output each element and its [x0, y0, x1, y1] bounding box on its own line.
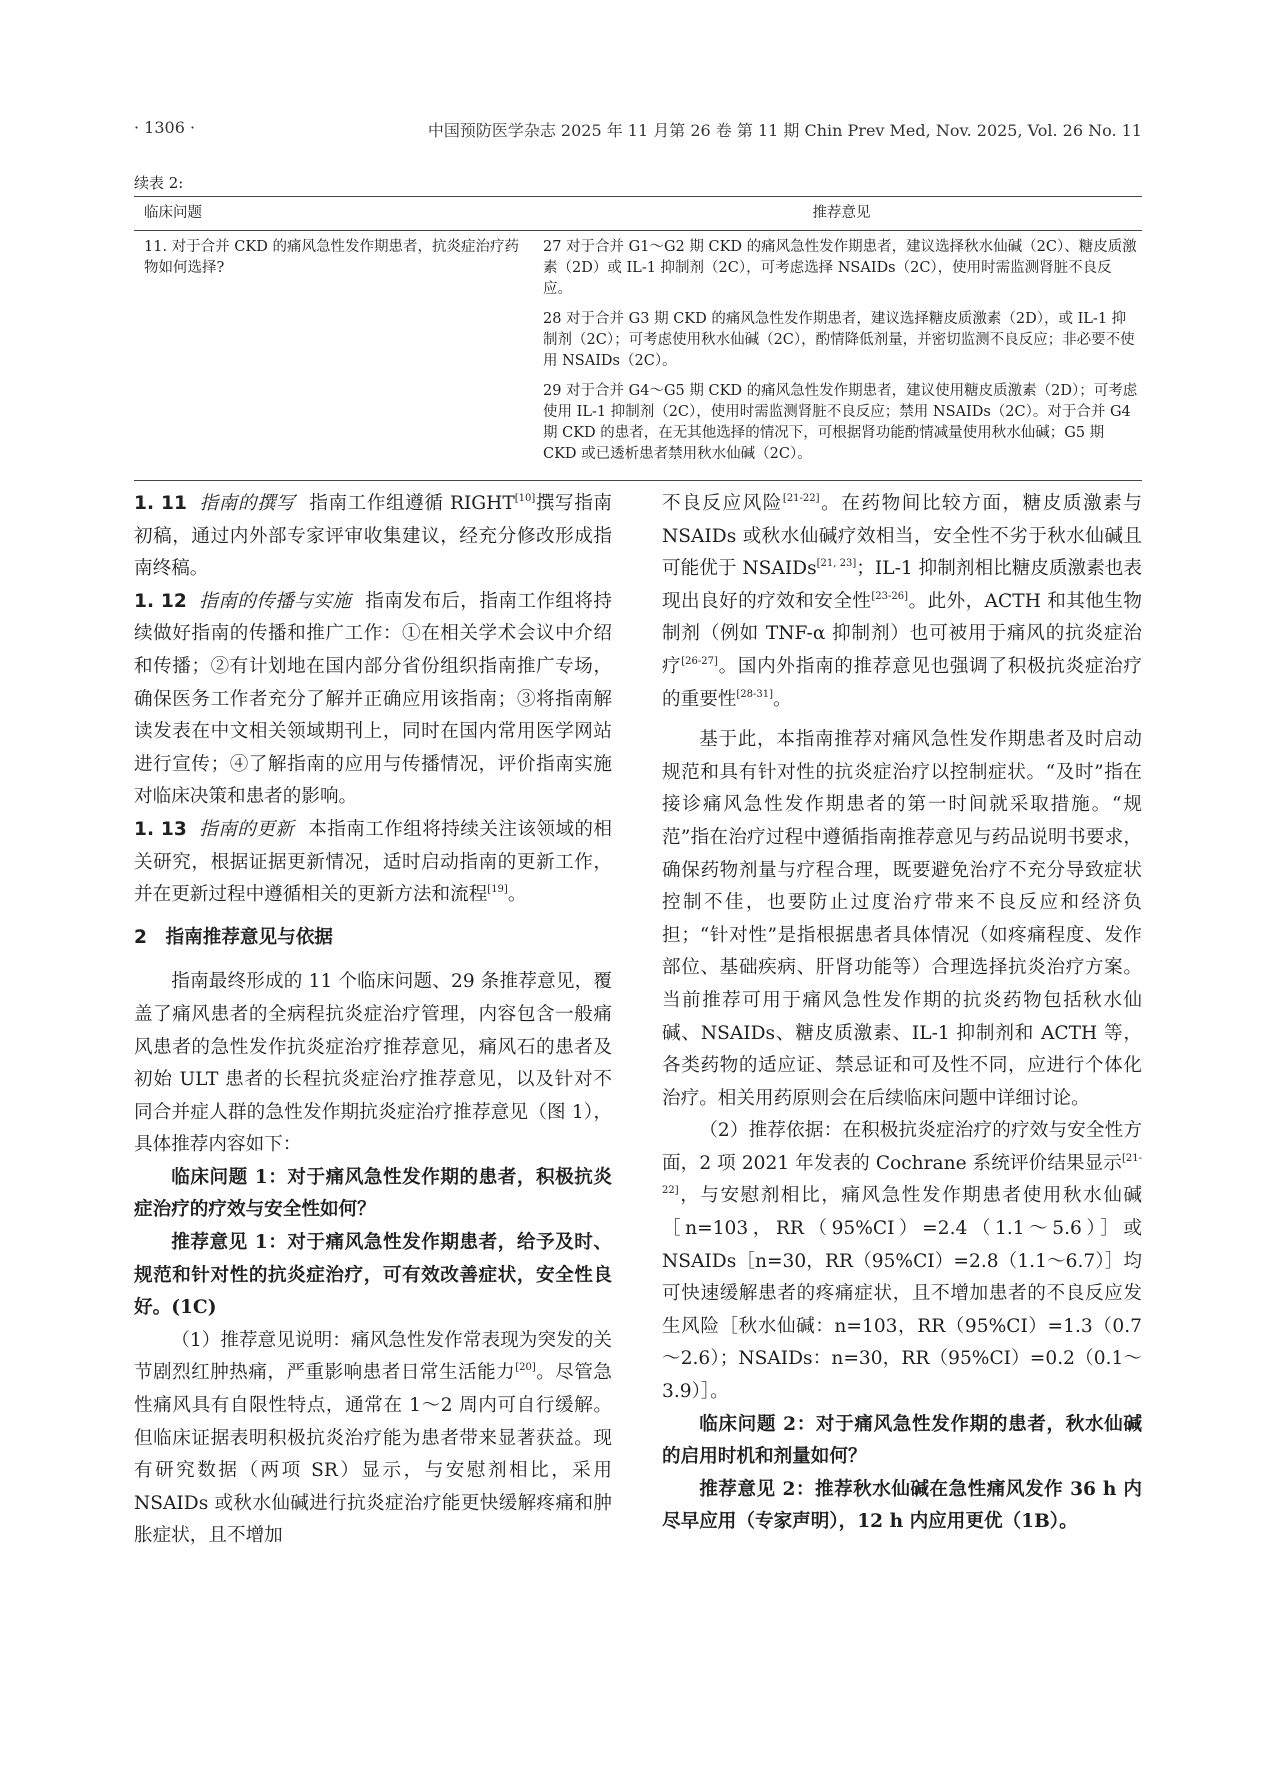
table-row [134, 231, 1142, 481]
right-column [662, 488, 1142, 1539]
column-header-question: 临床问题 [134, 197, 533, 231]
body-text: 不良反应风险 [662, 493, 783, 514]
citation-ref: [10] [514, 493, 536, 504]
section-2-heading: 2 指南推荐意见与依据 [134, 926, 333, 948]
section-number: 1. 12 [134, 590, 187, 612]
table-continuation-label: 续表 2: [134, 174, 184, 192]
section-title: 指南的更新 [198, 818, 295, 840]
section-text: 指南发布后，指南工作组将持续做好指南的传播和推广工作：①在相关学术会议中介绍和传播；②有计划地在国内部分省份组织指南推广专场，确保医务工作者充分了解并正确应用该指南；③将指南解读发表在中文相关领域期刊上，同时在国内常用医学网站进行宣传；④了解指南的应用与传播情况，评价指南实施对临床决策和患者的影响。 [134, 590, 612, 808]
spacer [662, 716, 1142, 724]
section-1-11 [134, 488, 612, 586]
recommendation-basis [662, 1115, 1142, 1408]
body-paragraph: 指南最终形成的 11 个临床问题、29 条推荐意见，覆盖了痛风患者的全病程抗炎症治疗管理，内容包含一般痛风患者的急性发作抗炎症治疗推荐意见，痛风石的患者及初始 ULT 患者的长程抗炎症治疗推荐意见，以及针对不同合并症人群的急性发作期抗炎症治疗推荐意见（图 1），具体推荐内容如下： [134, 971, 612, 1156]
section-number: 1. 11 [134, 493, 187, 514]
section-1-13 [134, 814, 612, 912]
table-cell-question: 11. 对于合并 CKD 的痛风急性发作期患者，抗炎症治疗药物如何选择? [134, 231, 533, 481]
recommendation-table [134, 196, 1142, 481]
section-1-12 [134, 586, 612, 814]
clinical-question-2: 临床问题 2：对于痛风急性发作期的患者，秋水仙碱的启用时机和剂量如何？ [662, 1413, 1142, 1468]
citation-ref: [28-31] [736, 688, 774, 700]
citation-ref: [21-22] [662, 1152, 1142, 1197]
left-column [134, 488, 612, 1553]
table-header-row [134, 197, 1142, 231]
body-text: 。尽管急性痛风具有自限性特点，通常在 1～2 周内可自行缓解。但临床证据表明积极抗炎治疗能为患者带来显著获益。现有研究数据（两项 SR）显示，与安慰剂相比，采用 NSAIDs 或秋水仙碱进行抗炎症治疗能更快缓解疼痛和肿胀症状，且不增加 [134, 1362, 612, 1547]
citation-ref: [21-22] [782, 493, 820, 504]
body-text: （1）推荐意见说明：痛风急性发作常表现为突发的关节剧烈红肿热痛，严重影响患者日常生活能力 [134, 1329, 612, 1384]
citation-ref: [20] [515, 1362, 536, 1374]
punctuation: 。 [507, 884, 527, 906]
body-text: （2）推荐依据：在积极抗炎症治疗的疗效与安全性方面，2 项 2021 年发表的 Cochrane 系统评价结果显示 [662, 1120, 1142, 1174]
section-text: 撰写指南初稿，通过内外部专家评审收集建议，经充分修改形成指南终稿。 [134, 493, 612, 580]
section-number: 1. 13 [134, 818, 187, 840]
recommendation-1: 推荐意见 1：对于痛风急性发作期患者，给予及时、规范和针对性的抗炎症治疗，可有效改善症状，安全性良好。(1C) [134, 1232, 612, 1319]
citation-ref: [19] [487, 884, 508, 896]
recommendation-29: 29 对于合并 G4～G5 期 CKD 的痛风急性发作期患者，建议使用糖皮质激素（2D）；可考虑使用 IL-1 抑制剂（2C），使用时需监测肾脏不良反应；禁用 NSAIDs（2C）。对于合并 G4 期 CKD 的患者，在无其他选择的情况下，可根据肾功能酌情减量使用秋水仙碱；G5 期 CKD 或已透析患者禁用秋水仙碱（2C）。 [543, 383, 1138, 462]
page-number: · 1306 · [134, 118, 196, 137]
table-cell-recommendations [533, 231, 1142, 481]
body-text: 。此外，ACTH 和其他生物制剂（例如 TNF-α 抑制剂）也可被用于痛风的抗炎症治疗 [662, 590, 1142, 677]
body-text: 。在药物间比较方面，糖皮质激素与 NSAIDs 或秋水仙碱疗效相当，安全性不劣于秋水仙碱且可能优于 NSAIDs [662, 493, 1142, 580]
punctuation: 。 [773, 688, 792, 710]
section-text: 指南工作组遵循 RIGHT [309, 493, 515, 514]
citation-ref: [26-27] [681, 655, 718, 667]
body-paragraph [662, 488, 1142, 716]
section-title: 指南的传播与实施 [198, 590, 352, 612]
clinical-question-1: 临床问题 1：对于痛风急性发作期的患者，积极抗炎症治疗的疗效与安全性如何？ [134, 1166, 612, 1221]
column-header-recommendation: 推荐意见 [533, 197, 1142, 231]
citation-ref: [23-26] [871, 590, 909, 602]
journal-citation: 中国预防医学杂志 2025 年 11 月第 26 卷 第 11 期 Chin Prev Med, Nov. 2025, Vol. 26 No. 11 [427, 121, 1142, 140]
body-text: 。国内外指南的推荐意见也强调了积极抗炎症治疗的重要性 [662, 655, 1142, 710]
recommendation-explanation [134, 1325, 612, 1553]
body-paragraph: 基于此，本指南推荐对痛风急性发作期患者及时启动规范和具有针对性的抗炎症治疗以控制症状。“及时”指在接诊痛风急性发作期患者的第一时间就采取措施。“规范”指在治疗过程中遵循指南推荐意见与药品说明书要求，确保药物剂量与疗程合理，既要避免治疗不充分导致症状控制不佳，也要防止过度治疗带来不良反应和经济负担；“针对性”是指根据患者具体情况（如疼痛程度、发作部位、基础疾病、肝肾功能等）合理选择抗炎治疗方案。当前推荐可用于痛风急性发作期的抗炎药物包括秋水仙碱、NSAIDs、糖皮质激素、IL-1 抑制剂和 ACTH 等，各类药物的适应证、禁忌证和可及性不同，应进行个体化治疗。相关用药原则会在后续临床问题中详细讨论。 [662, 729, 1142, 1109]
section-title: 指南的撰写 [198, 493, 296, 514]
recommendation-28: 28 对于合并 G3 期 CKD 的痛风急性发作期患者，建议选择糖皮质激素（2D），或 IL-1 抑制剂（2C）；可考虑使用秋水仙碱（2C），酌情降低剂量，并密切监测不良反应；非必要不使用 NSAIDs（2C）。 [543, 311, 1135, 369]
recommendation-2: 推荐意见 2：推荐秋水仙碱在急性痛风发作 36 h 内尽早应用（专家声明），12 h 内应用更优（1B）。 [662, 1478, 1142, 1533]
body-text: ；IL-1 抑制剂相比糖皮质激素也表现出良好的疗效和安全性 [662, 558, 1143, 612]
recommendation-27: 27 对于合并 G1～G2 期 CKD 的痛风急性发作期患者，建议选择秋水仙碱（2C）、糖皮质激素（2D）或 IL-1 抑制剂（2C），可考虑选择 NSAIDs（2C），使用时需监测肾脏不良反应。 [543, 239, 1137, 297]
body-text: ，与安慰剂相比，痛风急性发作期患者使用秋水仙碱［n=103，RR（95%CI）=2.4（1.1～5.6）］或 NSAIDs［n=30，RR（95%CI）=2.8（1.1～6.7）］均可快速缓解患者的疼痛症状，且不增加患者的不良反应发生风险［秋水仙碱：n=103，RR（95%CI）=1.3（0.7～2.6）；NSAIDs：n=30，RR（95%CI）=0.2（0.1～3.9）］。 [662, 1185, 1142, 1403]
citation-ref: [21, 23] [816, 558, 857, 570]
section-text: 本指南工作组将持续关注该领域的相关研究，根据证据更新情况，适时启动指南的更新工作，并在更新过程中遵循相关的更新方法和流程 [134, 818, 612, 906]
